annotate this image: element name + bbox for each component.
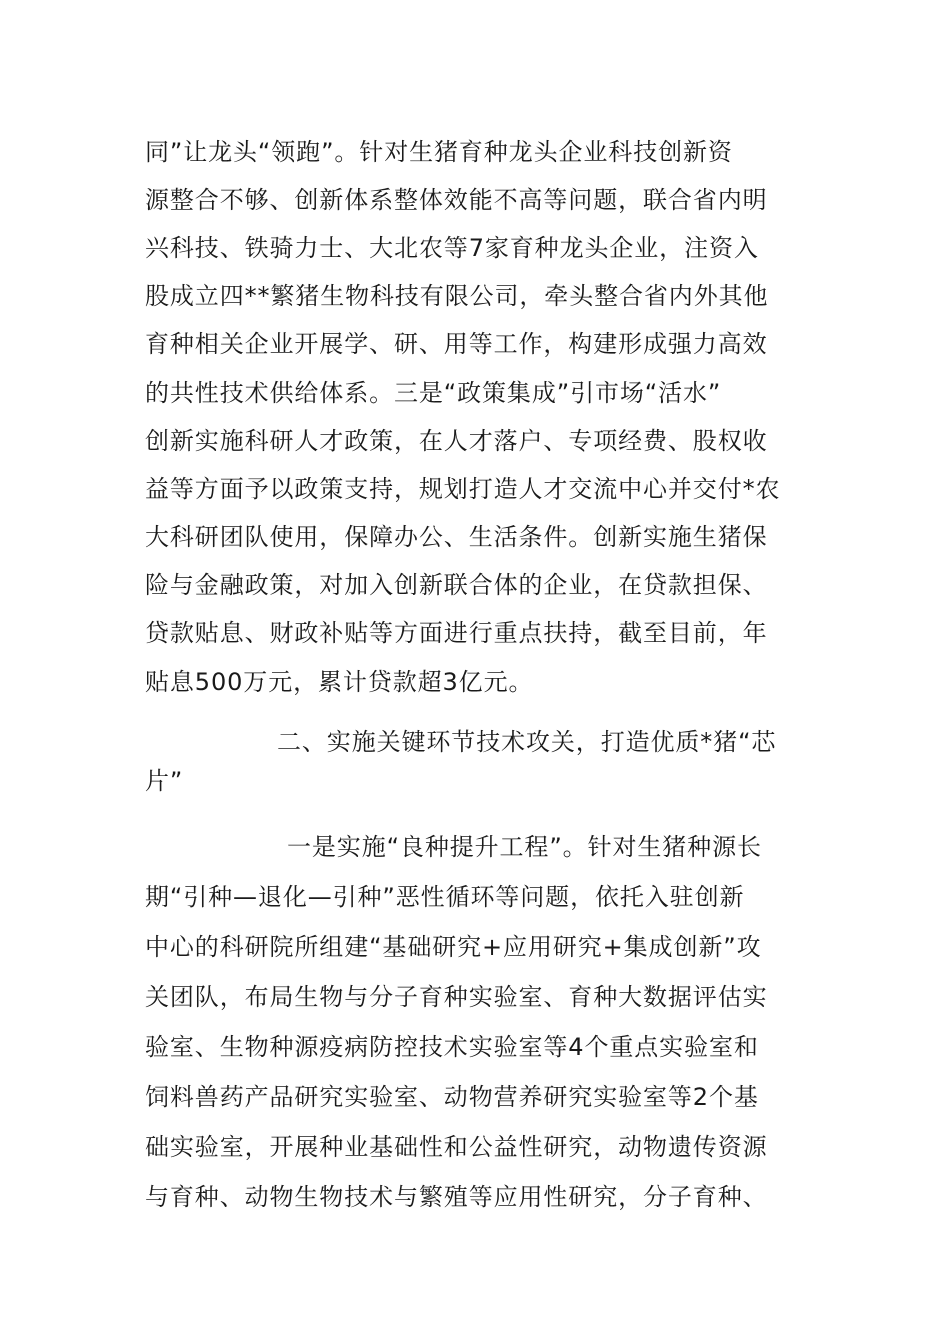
paragraph-2-line: 中心的科研院所组建“基础研究+应用研究+集成创新”攻 [145, 933, 762, 961]
paragraph-2-line: 关团队，布局生物与分子育种实验室、育种大数据评估实 [145, 983, 768, 1011]
paragraph-1-line: 险与金融政策，对加入创新联合体的企业，在贷款担保、 [145, 571, 768, 599]
paragraph-1-line: 大科研团队使用，保障办公、生活条件。创新实施生猪保 [145, 523, 768, 551]
paragraph-2-line: 一是实施“良种提升工程”。针对生猪种源长 [287, 833, 762, 861]
section-heading-continuation: 片” [145, 767, 184, 795]
paragraph-1-line: 育种相关企业开展学、研、用等工作，构建形成强力高效 [145, 330, 768, 358]
paragraph-1-line: 兴科技、铁骑力士、大北农等7家育种龙头企业，注资入 [145, 234, 759, 262]
paragraph-1-line: 创新实施科研人才政策，在人才落户、专项经费、股权收 [145, 427, 768, 455]
paragraph-2-line: 础实验室，开展种业基础性和公益性研究，动物遗传资源 [145, 1133, 768, 1161]
paragraph-1-line: 源整合不够、创新体系整体效能不高等问题，联合省内明 [145, 186, 768, 214]
paragraph-2-line: 与育种、动物生物技术与繁殖等应用性研究，分子育种、 [145, 1183, 768, 1211]
section-heading: 二、实施关键环节技术攻关，打造优质*猪“芯 [277, 728, 777, 756]
paragraph-2-line: 验室、生物种源疫病防控技术实验室等4个重点实验室和 [145, 1033, 759, 1061]
paragraph-1-line: 股成立四**繁猪生物科技有限公司，牵头整合省内外其他 [145, 282, 769, 310]
paragraph-1-line: 同”让龙头“领跑”。针对生猪育种龙头企业科技创新资 [145, 138, 733, 166]
paragraph-1-line: 益等方面予以政策支持，规划打造人才交流中心并交付*农 [145, 475, 781, 503]
paragraph-1-line: 的共性技术供给体系。三是“政策集成”引市场“活水” [145, 379, 722, 407]
paragraph-1-line: 贷款贴息、财政补贴等方面进行重点扶持，截至目前，年 [145, 619, 768, 647]
paragraph-1-line: 贴息500万元，累计贷款超3亿元。 [145, 668, 534, 696]
paragraph-2-line: 饲料兽药产品研究实验室、动物营养研究实验室等2个基 [145, 1083, 759, 1111]
paragraph-2-line: 期“引种—退化—引种”恶性循环等问题，依托入驻创新 [145, 883, 745, 911]
